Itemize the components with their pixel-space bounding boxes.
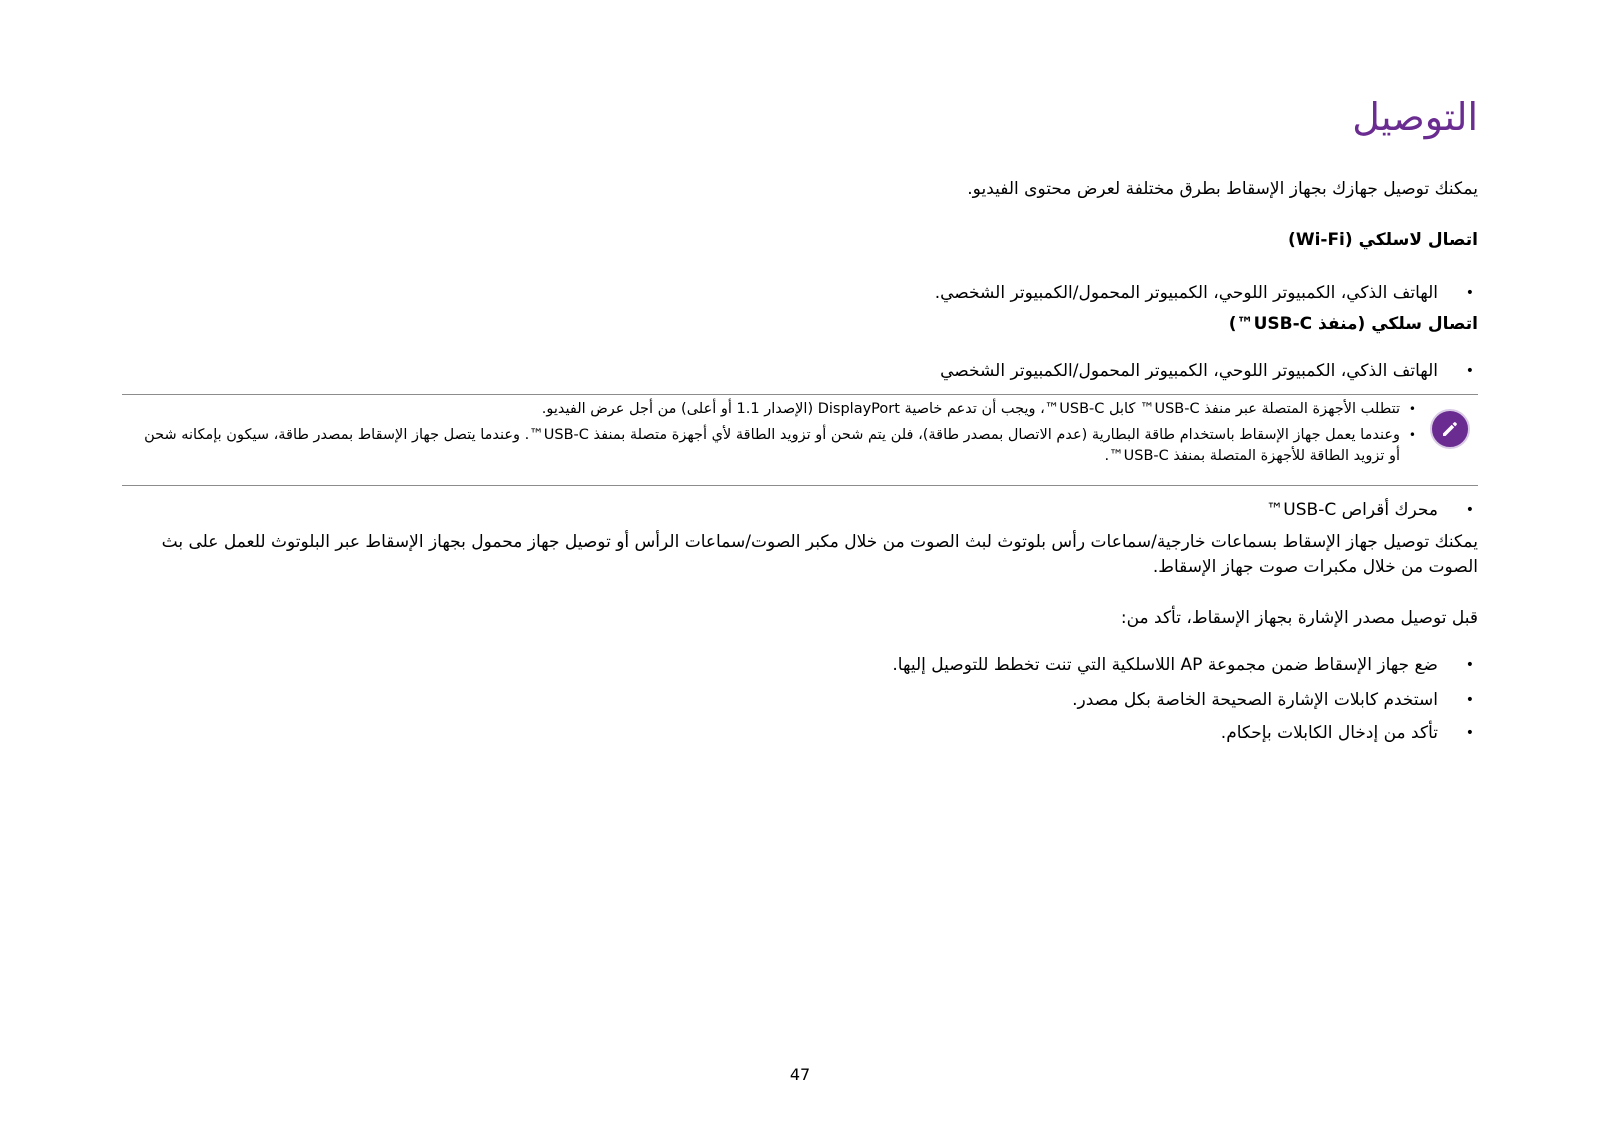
wifi-bullet [122, 280, 1478, 306]
usb-drive-bullet [122, 497, 1478, 523]
bullet-dot: • [1465, 363, 1474, 379]
bullet-dot: • [1465, 725, 1474, 741]
note-item-text-line2: أو تزويد الطاقة للأجهزة المتصلة بمنفذ USB-C™. [1104, 448, 1400, 464]
before-connect-lead: قبل توصيل مصدر الإشارة بجهاز الإسقاط، تأكد من: [1120, 608, 1478, 628]
bullet-dot: • [1408, 428, 1416, 442]
before-item [122, 652, 1478, 678]
note-item-text: تتطلب الأجهزة المتصلة عبر منفذ USB-C™ كابل USB-C™، ويجب أن تدعم خاصية DisplayPort (الإصدار 1.1 أو أعلى) من أجل عرض الفيديو. [541, 401, 1400, 417]
page-number: 47 [789, 1065, 811, 1084]
bullet-dot: • [1465, 657, 1474, 673]
before-item-text: تأكد من إدخال الكابلات بإحكام. [1220, 723, 1438, 743]
before-item-text: ضع جهاز الإسقاط ضمن مجموعة AP اللاسلكية التي تنت تخطط للتوصيل إليها. [892, 655, 1438, 675]
usbc-bullet [122, 358, 1478, 384]
bluetooth-paragraph-line2: الصوت من خلال مكبرات صوت جهاز الإسقاط. [1152, 557, 1478, 577]
bullet-dot: • [1465, 502, 1474, 518]
wifi-heading: اتصال لاسلكي (Wi-Fi) [1288, 230, 1478, 250]
usbc-bullet-text: الهاتف الذكي، الكمبيوتر اللوحي، الكمبيوتر المحمول/الكمبيوتر الشخصي [940, 361, 1438, 381]
bullet-dot: • [1465, 692, 1474, 708]
page-title: التوصيل [1352, 95, 1478, 139]
bullet-dot: • [1465, 285, 1474, 301]
pencil-icon [1430, 409, 1470, 449]
note-item [126, 399, 1418, 420]
note-box [122, 394, 1478, 486]
pencil-glyph [1440, 419, 1460, 439]
bluetooth-paragraph-line1: يمكنك توصيل جهاز الإسقاط بسماعات خارجية/سماعات رأس بلوتوث لبث الصوت من خلال مكبر الصوت/سماعات الرأس أو توصيل جهاز محمول بجهاز الإسقاط عبر البلوتوث للعمل على بث [161, 532, 1478, 552]
before-item [122, 687, 1478, 713]
note-list [126, 395, 1418, 467]
usbc-heading: اتصال سلكي (منفذ USB-C™) [1228, 314, 1478, 334]
note-item [126, 425, 1418, 467]
before-item [122, 720, 1478, 746]
bullet-dot: • [1408, 402, 1416, 416]
before-item-text: استخدم كابلات الإشارة الصحيحة الخاصة بكل مصدر. [1072, 690, 1438, 710]
note-item-text-line1: وعندما يعمل جهاز الإسقاط باستخدام طاقة البطارية (عدم الاتصال بمصدر طاقة)، فلن يتم شحن أو تزويد الطاقة لأي أجهزة متصلة بمنفذ USB-C™. وعندما يتصل جهاز الإسقاط بمصدر طاقة، سيكون بإمكانه شحن [144, 427, 1400, 443]
bluetooth-paragraph [122, 530, 1478, 580]
intro-text: يمكنك توصيل جهازك بجهاز الإسقاط بطرق مختلفة لعرض محتوى الفيديو. [967, 179, 1478, 199]
usb-drive-bullet-text: محرك أقراص USB-C™ [1266, 500, 1438, 520]
wifi-bullet-text: الهاتف الذكي، الكمبيوتر اللوحي، الكمبيوتر المحمول/الكمبيوتر الشخصي. [934, 283, 1438, 303]
